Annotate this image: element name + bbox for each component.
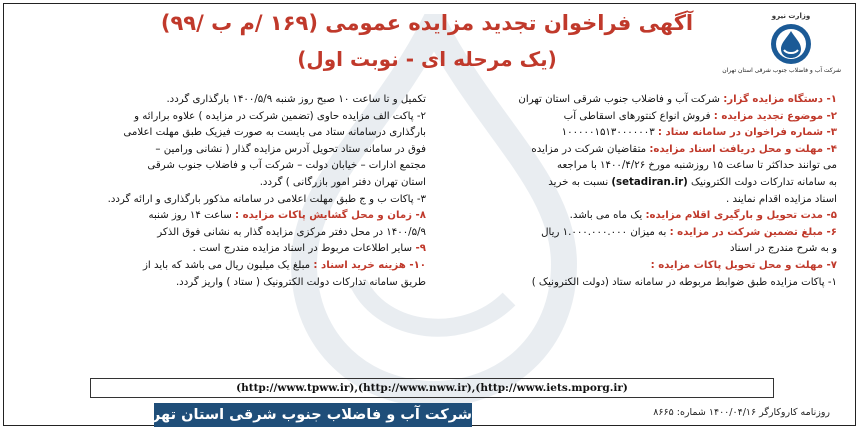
- text-segment: ۳- پاکات ب و ج طبق مهلت اعلامی در سامانه مذکور بارگذاری و ارائه گردد.: [107, 193, 426, 205]
- text-line: [427, 158, 837, 175]
- text-segment: فروش انواع کنتورهای اسقاطی آب: [563, 110, 714, 122]
- section-label: ۴- مهلت و محل دریافت اسناد مزایده:: [649, 143, 837, 155]
- section-label: ۲- موضوع تجدید مزایده :: [713, 110, 837, 122]
- text-line: [26, 192, 426, 209]
- ministry-logo: [722, 12, 841, 82]
- text-line: [427, 258, 837, 275]
- text-segment: اسناد مزایده اقدام نمایند .: [726, 193, 837, 205]
- text-line: [427, 175, 837, 192]
- text-segment: فوق در سامانه ستاد تحویل آدرس مزایده گذار ( نشانی ورامین –: [155, 143, 426, 155]
- text-segment: ساعت ۱۴ روز شنبه: [148, 210, 236, 222]
- text-segment: سایر اطلاعات مربوط در اسناد مزایده مندرج است .: [192, 243, 412, 255]
- text-line: [427, 241, 837, 258]
- text-line: [26, 241, 426, 258]
- text-segment: مبلغ یک میلیون ریال می باشد که باید از: [143, 259, 314, 271]
- text-line: [427, 208, 837, 225]
- left-column: [26, 92, 426, 291]
- url-list: (http://www.tpww.ir),(http://www.nww.ir),(http://www.iets.mporg.ir): [90, 378, 774, 398]
- text-segment: ۱- پاکات مزایده طبق ضوابط مربوطه در سامانه ستاد (دولت الکترونیک ): [531, 276, 837, 288]
- text-line: [427, 109, 837, 126]
- text-segment: ۱۴۰۰/۵/۹ در محل دفتر مرکزی مزایده گذار به نشانی فوق الذکر: [157, 226, 426, 238]
- text-segment: می توانند حداکثر تا ساعت ۱۵ روزشنبه مورخ ۱۴۰۰/۴/۲۶ با مراجعه: [557, 160, 837, 172]
- section-label: ۷- مهلت و محل تحویل پاکات مزایده :: [650, 259, 837, 271]
- company-name-small: شرکت آب و فاضلاب جنوب شرقی استان تهران: [722, 67, 841, 74]
- text-segment: (setadiran.ir): [611, 176, 688, 188]
- notice-title: آگهی فراخوان تجدید مزایده عمومی (۱۶۹ /م ب /۹۹): [160, 11, 694, 35]
- text-segment: یک ماه می باشد.: [569, 210, 646, 222]
- section-label: ۵- مدت تحویل و بارگیری اقلام مزایده:: [645, 210, 837, 222]
- notice-frame: [3, 3, 856, 426]
- ministry-name: وزارت نیرو: [771, 12, 811, 20]
- company-banner: شرکت آب و فاضلاب جنوب شرقی استان تهران: [154, 403, 472, 427]
- text-segment: بارگذاری درسامانه ستاد می بایست به صورت فیزیک طبق مهلت اعلامی: [123, 127, 426, 139]
- text-segment: ۲- پاکت الف مزایده حاوی (تضمین شرکت در مزایده ) علاوه برارائه و: [134, 110, 426, 122]
- text-segment: به میزان ۱.۰۰۰.۰۰۰.۰۰۰ ریال: [541, 226, 670, 238]
- notice-subtitle: (یک مرحله ای - نوبت اول): [297, 47, 557, 71]
- text-segment: و به شرح مندرج در اسناد: [729, 243, 837, 255]
- newspaper-info: روزنامه کاروکارگر ۱۴۰۰/۰۴/۱۶ شماره: ۸۶۶۵: [653, 407, 830, 418]
- text-line: [26, 92, 426, 109]
- section-label: ۱۰- هزینه خرید اسناد :: [313, 259, 426, 271]
- text-line: [26, 109, 426, 126]
- section-label: ۳- شماره فراخوان در سامانه ستاد :: [657, 127, 837, 139]
- text-line: [427, 192, 837, 209]
- section-label: ۶- مبلغ تضمین شرکت در مزایده :: [669, 226, 837, 238]
- text-line: [26, 258, 426, 275]
- section-label: ۸- زمان و محل گشایش پاکات مزایده :: [235, 210, 426, 222]
- text-line: [26, 158, 426, 175]
- text-line: [427, 275, 837, 292]
- text-line: [26, 175, 426, 192]
- text-segment: ۱۰۰۰۰۰۱۵۱۳۰۰۰۰۰۰۳: [561, 127, 658, 139]
- text-line: [26, 125, 426, 142]
- text-line: [427, 92, 837, 109]
- text-line: [26, 142, 426, 159]
- text-segment: مجتمع ادارات – خیابان دولت – شرکت آب و فاضلاب جنوب شرقی: [147, 160, 426, 172]
- right-column: [427, 92, 837, 291]
- text-line: [26, 208, 426, 225]
- text-segment: طریق سامانه تدارکات دولت الکترونیک ( ستاد ) واریز گردد.: [175, 276, 426, 288]
- water-company-logo-icon: [769, 22, 813, 66]
- text-line: [26, 275, 426, 292]
- section-label: ۱- دستگاه مزایده گزار:: [723, 94, 837, 105]
- text-line: [427, 225, 837, 242]
- text-line: [26, 225, 426, 242]
- text-segment: به سامانه تدارکات دولت الکترونیک: [687, 176, 837, 188]
- text-segment: استان تهران دفتر امور بازرگانی ) گردد.: [259, 176, 426, 188]
- text-line: [427, 142, 837, 159]
- text-segment: متقاضیان شرکت در مزایده: [531, 143, 650, 155]
- section-label: ۹-: [412, 243, 426, 255]
- text-segment: شرکت آب و فاضلاب جنوب شرقی استان تهران: [518, 94, 724, 105]
- text-segment: نسبت به خرید: [548, 176, 612, 188]
- text-line: [427, 125, 837, 142]
- text-segment: تکمیل و تا ساعت ۱۰ صبح روز شنبه ۱۴۰۰/۵/۹ بارگذاری گردد.: [166, 94, 426, 105]
